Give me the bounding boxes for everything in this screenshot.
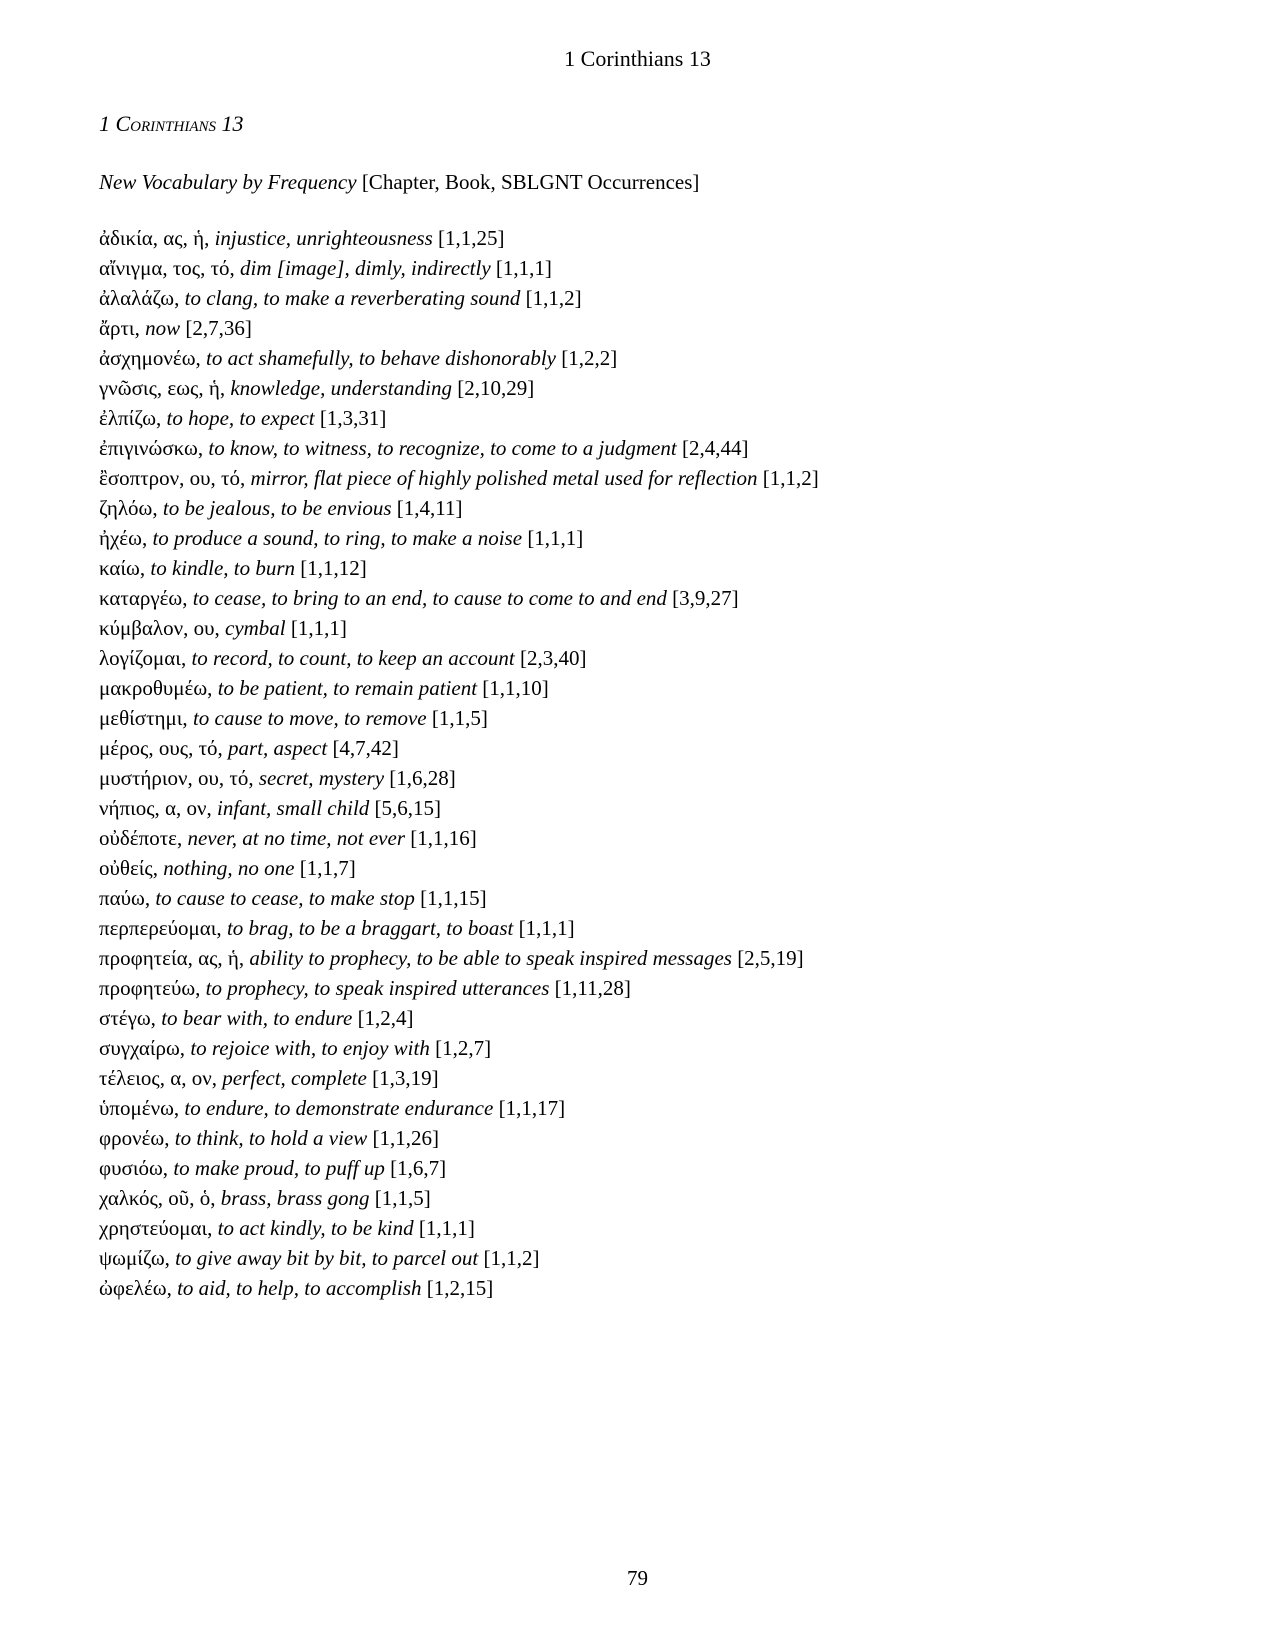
- greek-lemma: παύω,: [99, 886, 151, 910]
- english-gloss: dim [image], dimly, indirectly: [240, 256, 491, 280]
- english-gloss: knowledge, understanding: [230, 376, 452, 400]
- vocab-entry: [99, 313, 1175, 343]
- vocab-entry: [99, 853, 1175, 883]
- vocab-entry: [99, 373, 1175, 403]
- english-gloss: to make proud, to puff up: [173, 1156, 385, 1180]
- english-gloss: to brag, to be a braggart, to boast: [226, 916, 514, 940]
- greek-lemma: φρονέω,: [99, 1126, 170, 1150]
- occurrence-refs: [1,1,5]: [374, 1186, 431, 1210]
- occurrence-refs: [1,1,1]: [527, 526, 584, 550]
- vocab-entry: [99, 613, 1175, 643]
- vocab-entry: [99, 433, 1175, 463]
- english-gloss: to bear with, to endure: [161, 1006, 353, 1030]
- greek-lemma: ἐπιγινώσκω,: [99, 436, 204, 460]
- english-gloss: to produce a sound, to ring, to make a noise: [152, 526, 523, 550]
- english-gloss: to record, to count, to keep an account: [191, 646, 515, 670]
- occurrence-refs: [1,1,16]: [410, 826, 477, 850]
- greek-lemma: ὠφελέω,: [99, 1276, 172, 1300]
- english-gloss: to cause to cease, to make stop: [155, 886, 415, 910]
- english-gloss: to hope, to expect: [166, 406, 315, 430]
- occurrence-refs: [1,1,1]: [518, 916, 575, 940]
- english-gloss: secret, mystery: [258, 766, 385, 790]
- greek-lemma: χαλκός, οῦ, ὁ,: [99, 1186, 216, 1210]
- vocab-entry: [99, 1183, 1175, 1213]
- greek-lemma: μέρος, ους, τό,: [99, 736, 223, 760]
- occurrence-refs: [1,1,1]: [290, 616, 347, 640]
- greek-lemma: ἒσοπτρον, ου, τό,: [99, 466, 246, 490]
- vocab-entry: [99, 583, 1175, 613]
- vocab-subtitle: [99, 170, 1175, 195]
- vocab-entry: [99, 763, 1175, 793]
- greek-lemma: ἀλαλάζω,: [99, 286, 180, 310]
- occurrence-refs: [1,1,12]: [300, 556, 367, 580]
- vocab-entry: [99, 1093, 1175, 1123]
- english-gloss: to act kindly, to be kind: [217, 1216, 414, 1240]
- page-number: 79: [627, 1566, 648, 1590]
- vocab-entry: [99, 1123, 1175, 1153]
- greek-lemma: νήπιος, α, ον,: [99, 796, 212, 820]
- occurrence-refs: [1,2,4]: [357, 1006, 414, 1030]
- greek-lemma: λογίζομαι,: [99, 646, 187, 670]
- english-gloss: to rejoice with, to enjoy with: [190, 1036, 430, 1060]
- occurrence-refs: [1,6,28]: [389, 766, 456, 790]
- vocab-entry: [99, 553, 1175, 583]
- occurrence-refs: [1,2,7]: [435, 1036, 492, 1060]
- english-gloss: to prophecy, to speak inspired utterances: [205, 976, 550, 1000]
- greek-lemma: ἐλπίζω,: [99, 406, 162, 430]
- occurrence-refs: [1,1,17]: [498, 1096, 566, 1120]
- greek-lemma: ὑπομένω,: [99, 1096, 180, 1120]
- occurrence-refs: [1,1,1]: [495, 256, 552, 280]
- subtitle-italic-part: New Vocabulary by Frequency: [99, 170, 357, 194]
- occurrence-refs: [2,5,19]: [737, 946, 804, 970]
- occurrence-refs: [1,1,2]: [525, 286, 582, 310]
- greek-lemma: αἴνιγμα, τος, τό,: [99, 256, 235, 280]
- occurrence-refs: [3,9,27]: [672, 586, 739, 610]
- section-title: 1 Corinthians 13: [99, 111, 244, 136]
- vocab-entry: [99, 703, 1175, 733]
- vocab-entry: [99, 673, 1175, 703]
- greek-lemma: οὐθείς,: [99, 856, 158, 880]
- english-gloss: to be jealous, to be envious: [162, 496, 392, 520]
- english-gloss: injustice, unrighteousness: [214, 226, 433, 250]
- greek-lemma: ζηλόω,: [99, 496, 158, 520]
- vocab-entry: [99, 283, 1175, 313]
- greek-lemma: κύμβαλον, ου,: [99, 616, 220, 640]
- english-gloss: to act shamefully, to behave dishonorably: [206, 346, 556, 370]
- vocab-entry: [99, 343, 1175, 373]
- occurrence-refs: [1,1,2]: [483, 1246, 540, 1270]
- vocab-entry: [99, 973, 1175, 1003]
- english-gloss: never, at no time, not ever: [187, 826, 406, 850]
- greek-lemma: ἀδικία, ας, ἡ,: [99, 226, 210, 250]
- english-gloss: to be patient, to remain patient: [217, 676, 478, 700]
- greek-lemma: ἄρτι,: [99, 316, 140, 340]
- greek-lemma: φυσιόω,: [99, 1156, 169, 1180]
- occurrence-refs: [1,1,10]: [482, 676, 549, 700]
- greek-lemma: καίω,: [99, 556, 146, 580]
- english-gloss: brass, brass gong: [220, 1186, 370, 1210]
- english-gloss: to cause to move, to remove: [192, 706, 427, 730]
- page-content: [99, 111, 1175, 1303]
- occurrence-refs: [1,3,19]: [372, 1066, 439, 1090]
- occurrence-refs: [2,10,29]: [457, 376, 535, 400]
- running-header: 1 Corinthians 13: [564, 46, 711, 71]
- subtitle-bracket-part: [Chapter, Book, SBLGNT Occurrences]: [361, 170, 700, 194]
- vocab-entry: [99, 823, 1175, 853]
- greek-lemma: μακροθυμέω,: [99, 676, 213, 700]
- vocab-list: [99, 223, 1175, 1303]
- occurrence-refs: [2,3,40]: [519, 646, 587, 670]
- vocab-entry: [99, 913, 1175, 943]
- english-gloss: to clang, to make a reverberating sound: [184, 286, 521, 310]
- greek-lemma: προφητεύω,: [99, 976, 201, 1000]
- greek-lemma: περπερεύομαι,: [99, 916, 222, 940]
- occurrence-refs: [1,11,28]: [554, 976, 631, 1000]
- english-gloss: to aid, to help, to accomplish: [177, 1276, 422, 1300]
- occurrence-refs: [4,7,42]: [332, 736, 399, 760]
- vocab-entry: [99, 1213, 1175, 1243]
- english-gloss: nothing, no one: [163, 856, 295, 880]
- greek-lemma: οὐδέποτε,: [99, 826, 183, 850]
- english-gloss: to endure, to demonstrate endurance: [184, 1096, 494, 1120]
- vocab-entry: [99, 523, 1175, 553]
- vocab-entry: [99, 1153, 1175, 1183]
- vocab-entry: [99, 643, 1175, 673]
- occurrence-refs: [5,6,15]: [374, 796, 442, 820]
- vocab-entry: [99, 463, 1175, 493]
- vocab-entry: [99, 883, 1175, 913]
- english-gloss: to give away bit by bit, to parcel out: [175, 1246, 479, 1270]
- occurrence-refs: [1,4,11]: [396, 496, 463, 520]
- vocab-entry: [99, 1273, 1175, 1303]
- occurrence-refs: [1,1,7]: [299, 856, 356, 880]
- vocab-entry: [99, 793, 1175, 823]
- occurrence-refs: [2,7,36]: [185, 316, 252, 340]
- english-gloss: part, aspect: [228, 736, 328, 760]
- greek-lemma: μυστήριον, ου, τό,: [99, 766, 254, 790]
- vocab-entry: [99, 1243, 1175, 1273]
- greek-lemma: ἀσχημονέω,: [99, 346, 201, 370]
- occurrence-refs: [1,1,25]: [438, 226, 505, 250]
- vocab-entry: [99, 733, 1175, 763]
- english-gloss: mirror, flat piece of highly polished metal used for reflection: [250, 466, 758, 490]
- occurrence-refs: [1,1,15]: [420, 886, 487, 910]
- vocab-entry: [99, 493, 1175, 523]
- english-gloss: to know, to witness, to recognize, to come to a judgment: [208, 436, 677, 460]
- english-gloss: perfect, complete: [222, 1066, 367, 1090]
- occurrence-refs: [1,1,26]: [372, 1126, 439, 1150]
- english-gloss: to cease, to bring to an end, to cause to come to and end: [192, 586, 667, 610]
- vocab-entry: [99, 1033, 1175, 1063]
- greek-lemma: ἠχέω,: [99, 526, 148, 550]
- greek-lemma: προφητεία, ας, ἡ,: [99, 946, 245, 970]
- greek-lemma: καταργέω,: [99, 586, 188, 610]
- english-gloss: now: [145, 316, 181, 340]
- vocab-entry: [99, 943, 1175, 973]
- greek-lemma: στέγω,: [99, 1006, 156, 1030]
- vocab-entry: [99, 1063, 1175, 1093]
- greek-lemma: μεθίστημι,: [99, 706, 188, 730]
- vocab-entry: [99, 223, 1175, 253]
- greek-lemma: συγχαίρω,: [99, 1036, 186, 1060]
- english-gloss: to kindle, to burn: [150, 556, 296, 580]
- occurrence-refs: [1,6,7]: [390, 1156, 447, 1180]
- greek-lemma: χρηστεύομαι,: [99, 1216, 213, 1240]
- vocab-entry: [99, 253, 1175, 283]
- greek-lemma: τέλειος, α, ον,: [99, 1066, 217, 1090]
- occurrence-refs: [1,1,2]: [762, 466, 819, 490]
- english-gloss: cymbal: [225, 616, 286, 640]
- occurrence-refs: [2,4,44]: [681, 436, 749, 460]
- greek-lemma: ψωμίζω,: [99, 1246, 170, 1270]
- occurrence-refs: [1,1,1]: [418, 1216, 475, 1240]
- english-gloss: infant, small child: [217, 796, 370, 820]
- greek-lemma: γνῶσις, εως, ἡ,: [99, 376, 226, 400]
- english-gloss: to think, to hold a view: [174, 1126, 368, 1150]
- vocab-entry: [99, 1003, 1175, 1033]
- occurrence-refs: [1,3,31]: [319, 406, 387, 430]
- occurrence-refs: [1,1,5]: [431, 706, 488, 730]
- occurrence-refs: [1,2,15]: [426, 1276, 494, 1300]
- english-gloss: ability to prophecy, to be able to speak inspired messages: [249, 946, 732, 970]
- occurrence-refs: [1,2,2]: [561, 346, 618, 370]
- vocab-entry: [99, 403, 1175, 433]
